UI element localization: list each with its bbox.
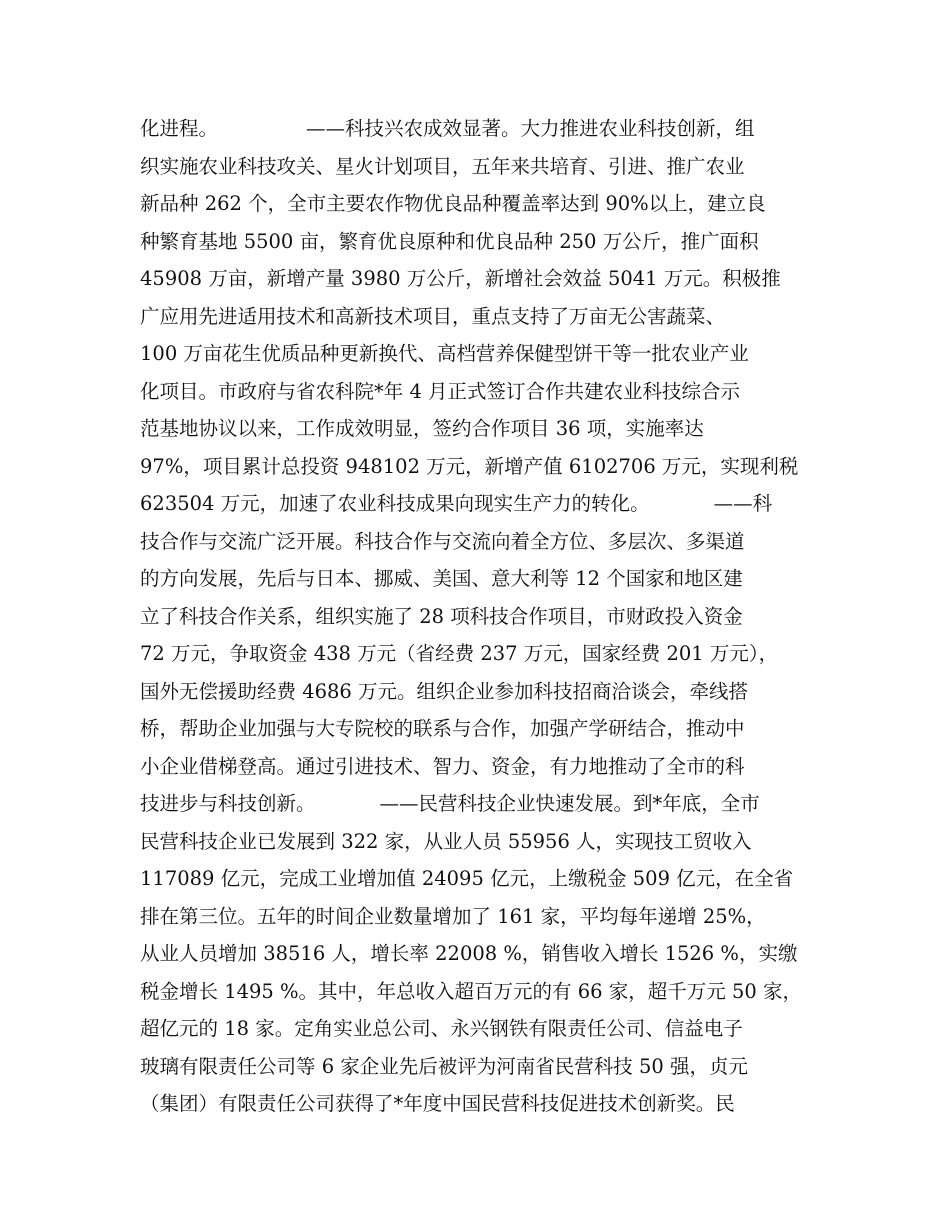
text-line: 新品种 262 个，全市主要农作物优良品种覆盖率达到 90%以上，建立良 [140, 192, 766, 215]
text-line: 织实施农业科技攻关、星火计划项目，五年来共培育、引进、推广农业 [140, 154, 745, 178]
text-line: 国外无偿援助经费 4686 万元。组织企业参加科技招商洽谈会，牵线搭 [140, 679, 749, 703]
text-line: 种繁育基地 5500 亩，繁育优良原种和优良品种 250 万公斤，推广面积 [140, 229, 759, 253]
text-line: 税金增长 1495 %。其中，年总收入超百万元的有 66 家，超千万元 50 家， [140, 979, 802, 1003]
text-line: 的方向发展，先后与日本、挪威、美国、意大利等 12 个国家和地区建 [140, 567, 743, 590]
text-line: 从业人员增加 38516 人，增长率 22008 %，销售收入增长 1526 %，实缴 [140, 942, 798, 965]
text-line: 45908 万亩，新增产量 3980 万公斤，新增社会效益 5041 万元。积极推 [140, 267, 781, 290]
text-line: 范基地协议以来，工作成效明显，签约合作项目 36 项，实施率达 [140, 417, 704, 440]
text-line: 72 万元，争取资金 438 万元（省经费 237 万元，国家经费 201 万元）， [140, 642, 779, 665]
text-line: 小企业借梯登高。通过引进技术、智力、资金，有力地推动了全市的科 [140, 754, 745, 778]
text-line: 超亿元的 18 家。定角实业总公司、永兴钢铁有限责任公司、信益电子 [140, 1017, 743, 1040]
text-line: 技合作与交流广泛开展。科技合作与交流向着全方位、多层次、多渠道 [140, 529, 745, 553]
text-line: 立了科技合作关系，组织实施了 28 项科技合作项目，市财政投入资金 [140, 604, 743, 628]
body-text [140, 110, 830, 1123]
text-line: （集团）有限责任公司获得了*年度中国民营科技促进技术创新奖。民 [140, 1092, 735, 1115]
text-line: 117089 亿元，完成工业增加值 24095 亿元，上缴税金 509 亿元，在全省 [140, 867, 794, 890]
text-line: 化项目。市政府与省农科院*年 4 月正式签订合作共建农业科技综合示 [140, 379, 741, 403]
text-line: 玻璃有限责任公司等 6 家企业先后被评为河南省民营科技 50 强，贞元 [140, 1054, 749, 1078]
text-line: 技进步与科技创新。 ——民营科技企业快速发展。到*年底，全市 [140, 792, 760, 815]
text-line: 100 万亩花生优质品种更新换代、高档营养保健型饼干等一批农业产业 [140, 342, 749, 365]
text-line: 化进程。 ——科技兴农成效显著。大力推进农业科技创新，组 [140, 117, 755, 140]
text-line: 广应用先进适用技术和高新技术项目，重点支持了万亩无公害蔬菜、 [140, 304, 726, 328]
text-line: 桥，帮助企业加强与大专院校的联系与合作，加强产学研结合，推动中 [140, 717, 745, 740]
text-line: 排在第三位。五年的时间企业数量增加了 161 家，平均每年递增 25%， [140, 904, 766, 928]
text-line: 民营科技企业已发展到 322 家，从业人员 55956 人，实现技工贸收入 [140, 829, 752, 853]
text-line: 97%，项目累计总投资 948102 万元，新增产值 6102706 万元，实现利税 [140, 454, 799, 478]
text-line: 623504 万元，加速了农业科技成果向现实生产力的转化。 ——科 [140, 492, 773, 515]
